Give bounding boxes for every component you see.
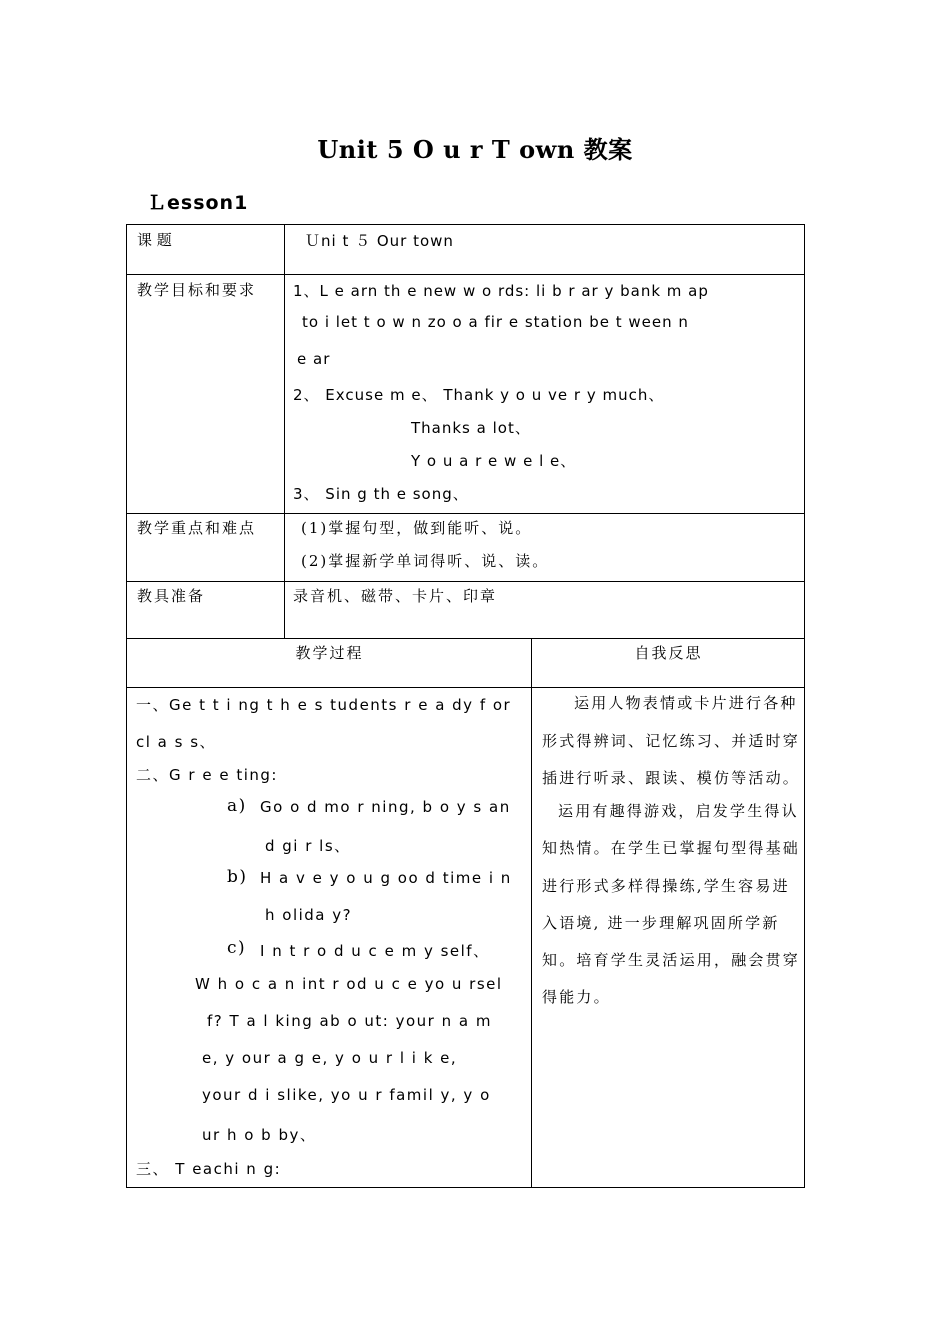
materials-value: 录音机、磁带、卡片、印章 [293, 587, 498, 605]
teaching-process-table [126, 638, 805, 1188]
reflection-body-cell [532, 688, 805, 1188]
objectives-line: 2、 Excuse m e、 Thank y o u ve r y much、 [293, 386, 665, 404]
objectives-label: 教学目标和要求 [137, 281, 257, 299]
process-line: H a v e y o u g oo d time i n [260, 869, 512, 887]
process-body-cell [127, 688, 532, 1188]
topic-value: Ｕni t ５ Our town [305, 232, 454, 250]
reflection-line: 知热情。在学生已掌握句型得基础 [542, 839, 801, 857]
key-points-label-cell [127, 514, 285, 582]
materials-label: 教具准备 [137, 587, 206, 605]
key-point-line: (2)掌握新学单词得听、说、读。 [301, 552, 550, 570]
process-line: W h o c a n int r od u c e yo u rsel [195, 975, 503, 993]
key-points-label: 教学重点和难点 [137, 519, 257, 537]
topic-value-cell [285, 225, 805, 275]
process-line: cl a s s、 [136, 733, 217, 751]
objectives-line: to i let t o w n zo o a fir e station be t ween n [302, 313, 689, 331]
key-point-line: (1)掌握句型，做到能听、说。 [301, 519, 533, 537]
process-line: 二、G r e e ting: [136, 766, 278, 784]
materials-label-cell [127, 582, 285, 639]
process-line: e, y our a g e, y o u r l i k e, [202, 1049, 458, 1067]
reflection-line: 知。培育学生灵活运用，融会贯穿 [542, 951, 801, 969]
objectives-label-cell [127, 275, 285, 514]
reflection-line: 运用有趣得游戏，启发学生得认 [558, 802, 799, 820]
process-line: 一、Ge t t i ng t h e s tudents r e a dy f or [136, 696, 512, 714]
process-line: I n t r o d u c e m y self、 [260, 942, 490, 960]
process-header-cell [127, 638, 532, 688]
objectives-line: e ar [297, 350, 331, 368]
process-line: h olida y? [265, 906, 353, 924]
objectives-value-cell [285, 275, 805, 514]
reflection-line: 入语境, 进一步理解巩固所学新 [542, 914, 780, 932]
reflection-line: 形式得辨词、记忆练习、并适时穿 [542, 732, 801, 750]
objectives-line: Y o u a r e w e l e、 [411, 452, 577, 470]
lesson-info-table [126, 224, 805, 639]
reflection-line: 插进行听录、跟读、模仿等活动。 [542, 769, 801, 787]
lesson-heading: Ｌesson1 [147, 192, 249, 214]
topic-label: 课 题 [137, 231, 172, 249]
objectives-line: Thanks a lot、 [411, 419, 531, 437]
process-line: ur h o b by、 [202, 1126, 317, 1144]
process-header: 教学过程 [295, 644, 364, 662]
reflection-header-cell [532, 638, 805, 688]
objectives-line: 1、L e arn th e new w o rds: li b r ar y bank m ap [293, 282, 709, 300]
process-line: d gi r ls、 [265, 837, 351, 855]
key-points-value-cell [285, 514, 805, 582]
page-title: Unit 5 O u r T own 教案 [317, 135, 633, 164]
reflection-line: 进行形式多样得操练,学生容易进 [542, 877, 790, 895]
materials-value-cell [285, 582, 805, 639]
item-marker: a) [227, 796, 247, 816]
reflection-line: 运用人物表情或卡片进行各种 [574, 694, 798, 712]
reflection-header: 自我反思 [634, 644, 703, 662]
topic-label-cell [127, 225, 285, 275]
process-line: f? T a l king ab o ut: your n a m [207, 1012, 492, 1030]
process-line: Go o d mo r ning, b o y s an [260, 798, 511, 816]
objectives-line: 3、 Sin g th e song、 [293, 485, 469, 503]
process-line: 三、 T eachi n g: [136, 1160, 282, 1178]
item-marker: b) [227, 867, 248, 887]
item-marker: c) [227, 938, 247, 958]
reflection-line: 得能力。 [542, 988, 611, 1006]
process-line: your d i slike, yo u r famil y, y o [202, 1086, 491, 1104]
